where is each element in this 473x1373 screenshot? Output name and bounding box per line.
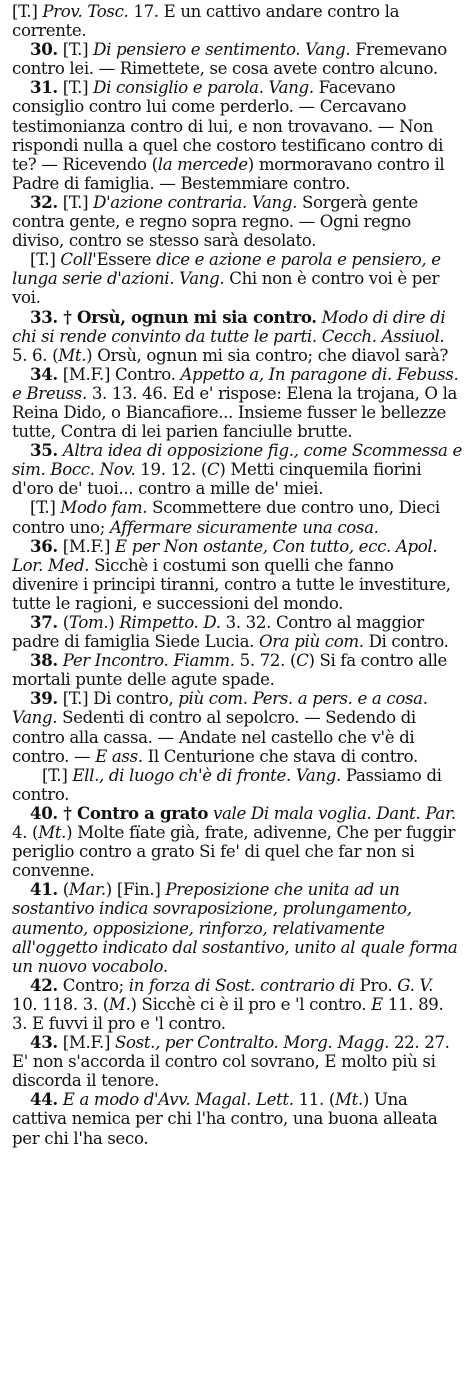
- entry-text: 17. E un cattivo andare contro la corrente.: [12, 2, 400, 41]
- entry-text: Il Centurione che stava di contro.: [142, 746, 418, 766]
- entry-italic-text: Ora più com.: [258, 632, 364, 652]
- entry-italic-text: vale Di mala voglia. Dant. Par.: [208, 803, 456, 823]
- entry-text: 19. 12. (: [135, 460, 207, 480]
- entry-italic-text: Preposizione che unita ad un sostantivo indica sovraposizione, prolungamento, aumento, opposizione, rinforzo, relativamente all'oggetto indicato dal sostantivo, unito al quale forma un nuovo vocabolo.: [12, 880, 458, 976]
- dictionary-entry: [12, 365, 463, 441]
- entry-text: ): [108, 613, 120, 632]
- entry-text: ) Metti cinquemila fiorini d'oro de' tuoi... contro a mille de' miei.: [12, 460, 422, 499]
- entry-italic-text: la mercede: [157, 154, 248, 174]
- entry-italic-text: Modo fam.: [60, 498, 148, 518]
- entry-heading: 32.: [30, 191, 58, 212]
- entry-text: (: [57, 613, 69, 632]
- entry-italic-text: E per Non ostante, Con tutto, ecc. Apol. Lor. Med.: [12, 536, 438, 575]
- entry-text: Essere: [96, 250, 157, 270]
- entry-italic-text: Altra idea di opposizione fig., come Scommessa e sim. Bocc. Nov.: [12, 441, 462, 480]
- entry-heading: 44.: [30, 1089, 58, 1110]
- entry-text: ) [Fin.]: [105, 880, 166, 900]
- entry-italic-text: E a modo d'Avv. Magal. Lett.: [62, 1090, 294, 1110]
- entry-text: [T.]: [57, 40, 94, 60]
- entry-italic-text: Mar.: [68, 880, 106, 900]
- entry-italic-text: E: [371, 994, 383, 1014]
- entry-heading: 36.: [30, 535, 58, 556]
- entry-text: 5. 6. (: [12, 345, 59, 365]
- entry-heading: 39.: [30, 688, 58, 709]
- entry-text: ) Orsù, ognun mi sia contro; che diavol sarà?: [86, 345, 449, 365]
- dictionary-entry: [12, 441, 463, 498]
- entry-text: [T.]: [57, 192, 94, 212]
- entry-text: Fremevano contro lei. — Rimettete, se cosa avete contro alcuno.: [12, 40, 447, 79]
- entry-text: ) Sicchè ci è il pro e 'l contro.: [130, 994, 372, 1014]
- dictionary-entry: [12, 40, 463, 78]
- entry-text: [T.]: [30, 498, 61, 518]
- entry-italic-text: Mt.: [38, 823, 67, 843]
- entry-text: Di contro.: [363, 632, 449, 652]
- entry-text: 4. (: [12, 823, 39, 843]
- entry-italic-text: Tom.: [68, 613, 109, 632]
- entry-text: 10. 118. 3. (: [12, 994, 109, 1014]
- dictionary-entry: [12, 537, 463, 613]
- entry-text: Sicchè i costumi son quelli che fanno divenire i principi tiranni, contro a tutte le investiture, tutte le ragioni, e successioni del mondo.: [12, 555, 451, 613]
- entry-text: [T.]: [12, 2, 43, 21]
- entry-text: [T.]: [42, 765, 73, 785]
- entry-text: 11. 89. 3. E fuvvi il pro e 'l contro.: [12, 994, 444, 1033]
- entry-italic-text: G. V.: [397, 975, 434, 995]
- entry-text: [M.F.]: [57, 536, 115, 556]
- entry-heading: 34.: [30, 363, 58, 384]
- entry-text: ) Una cattiva nemica per chi l'ha contro, una buona alleata per chi l'ha seco.: [12, 1090, 438, 1148]
- entry-text: (: [57, 880, 69, 900]
- entry-italic-text: Mt.: [335, 1090, 363, 1110]
- entry-italic-text: M.: [108, 994, 131, 1014]
- entry-italic-text: E ass.: [95, 746, 143, 766]
- dictionary-entry: [12, 976, 463, 1033]
- entry-italic-text: C: [206, 460, 220, 480]
- entry-text: [T.]: [30, 250, 61, 270]
- entry-italic-text: Sost., per Contralto. Morg. Magg.: [115, 1033, 390, 1053]
- entry-text: Facevano consiglio contro lui come perderlo. — Cercavano testimonianza contro di lui, e non trovavano. — Non rispondi nulla a quel che costoro testificano contro di te? — Ricevendo (: [12, 78, 444, 174]
- entry-text: ) Molte fïate già, frate, adivenne, Che per fuggir periglio contro a grato Si fe' di quel che far non si convenne.: [12, 823, 456, 881]
- entry-heading: 37.: [30, 612, 58, 632]
- dictionary-entry: [12, 651, 463, 689]
- entry-text: [T.]: [57, 78, 94, 98]
- entry-italic-text: Per Incontro. Fiamm.: [62, 651, 235, 671]
- entry-italic-text: Modo di dire di chi si rende convinto da tutte le parti. Cecch. Assiuol.: [12, 307, 446, 346]
- entry-text: 3. 13. 46. Ed e' rispose: Elena la trojana, O la Reina Dido, o Biancafiore... Insieme fusser le bellezze tutte, Contra di lei parien fanciulle brutte.: [12, 383, 458, 442]
- entry-heading: 33. † Orsù, ognun mi sia contro.: [30, 306, 317, 327]
- entry-text: 22. 27. E' non s'accorda il contro col sovrano, E molto più si discorda il tenore.: [12, 1033, 450, 1091]
- entry-text: [T.] Di contro,: [57, 689, 179, 709]
- entry-italic-text: Affermare sicuramente una cosa.: [109, 517, 379, 537]
- entry-text: Contro;: [57, 975, 129, 995]
- entry-text: Chi non è contro voi è per voi.: [12, 269, 440, 308]
- entry-text: 5. 72. (: [234, 651, 297, 671]
- entry-text: Sedenti di contro al sepolcro. — Sedendo di contro alla cassa. — Andate nel castello che v'è di contro. —: [12, 708, 416, 766]
- entry-heading: 38.: [30, 650, 58, 671]
- dictionary-entry: [12, 250, 463, 307]
- entry-text: [M.F.] Contro.: [57, 364, 181, 384]
- dictionary-entry: [12, 193, 463, 250]
- entry-italic-text: dice e azione e parola e pensiero, e lunga serie d'azioni. Vang.: [12, 250, 441, 289]
- dictionary-entry: [12, 308, 463, 365]
- entry-text: 3. 32. Contro al maggior padre di famiglia Siede Lucia.: [12, 613, 424, 652]
- dictionary-entry: [12, 1090, 463, 1147]
- entry-text: Sorgerà gente contra gente, e regno sopra regno. — Ogni regno diviso, contro se stesso sarà desolato.: [12, 192, 418, 251]
- entry-heading: 43.: [30, 1032, 58, 1053]
- entry-italic-text: in forza di Sost. contrario di: [128, 975, 355, 995]
- entry-italic-text: Appetto a, In paragone di. Febuss. e Breuss.: [12, 364, 459, 403]
- entry-text: 11. (: [293, 1090, 335, 1110]
- entry-text: Pro.: [354, 975, 398, 995]
- dictionary-entry: [12, 498, 463, 536]
- entry-heading: 42.: [30, 974, 58, 995]
- dictionary-entry: [12, 613, 463, 651]
- entry-text: Scommettere due contro uno, Dieci contro uno;: [12, 498, 440, 537]
- entry-heading: 35.: [30, 440, 58, 461]
- entry-text: [M.F.]: [57, 1033, 115, 1053]
- entry-italic-text: Ell., di luogo ch'è di fronte. Vang.: [72, 765, 341, 785]
- dictionary-entry: [12, 880, 463, 975]
- entry-italic-text: D'azione contraria. Vang.: [93, 192, 298, 212]
- entry-italic-text: Coll': [60, 250, 97, 270]
- dictionary-entry: [12, 804, 463, 880]
- entry-italic-text: Mt.: [58, 345, 87, 365]
- entry-italic-text: C: [296, 651, 309, 671]
- dictionary-entry: [12, 1033, 463, 1090]
- entry-heading: 40. † Contro a grato: [30, 802, 209, 823]
- entry-heading: 30.: [30, 39, 58, 60]
- entry-heading: 31.: [30, 77, 58, 98]
- entry-italic-text: Di pensiero e sentimento. Vang.: [93, 40, 351, 60]
- entry-italic-text: più com. Pers. a pers. e a cosa. Vang.: [12, 689, 428, 728]
- dictionary-entry: [12, 78, 463, 193]
- entry-text: ) Si fa contro alle mortali punte delle agute spade.: [12, 651, 447, 690]
- dictionary-entry: [12, 689, 463, 765]
- dictionary-entry: [12, 766, 463, 804]
- entry-text: ) mormoravano contro il Padre di famiglia. — Bestemmiare contro.: [12, 154, 445, 193]
- entry-heading: 41.: [30, 879, 58, 900]
- entry-italic-text: Di consiglio e parola. Vang.: [93, 78, 314, 98]
- entry-text: Passiamo di contro.: [12, 765, 442, 804]
- entry-italic-text: Prov. Tosc.: [42, 2, 129, 21]
- dictionary-entry: [12, 2, 463, 40]
- entry-italic-text: Rimpetto. D.: [119, 613, 221, 632]
